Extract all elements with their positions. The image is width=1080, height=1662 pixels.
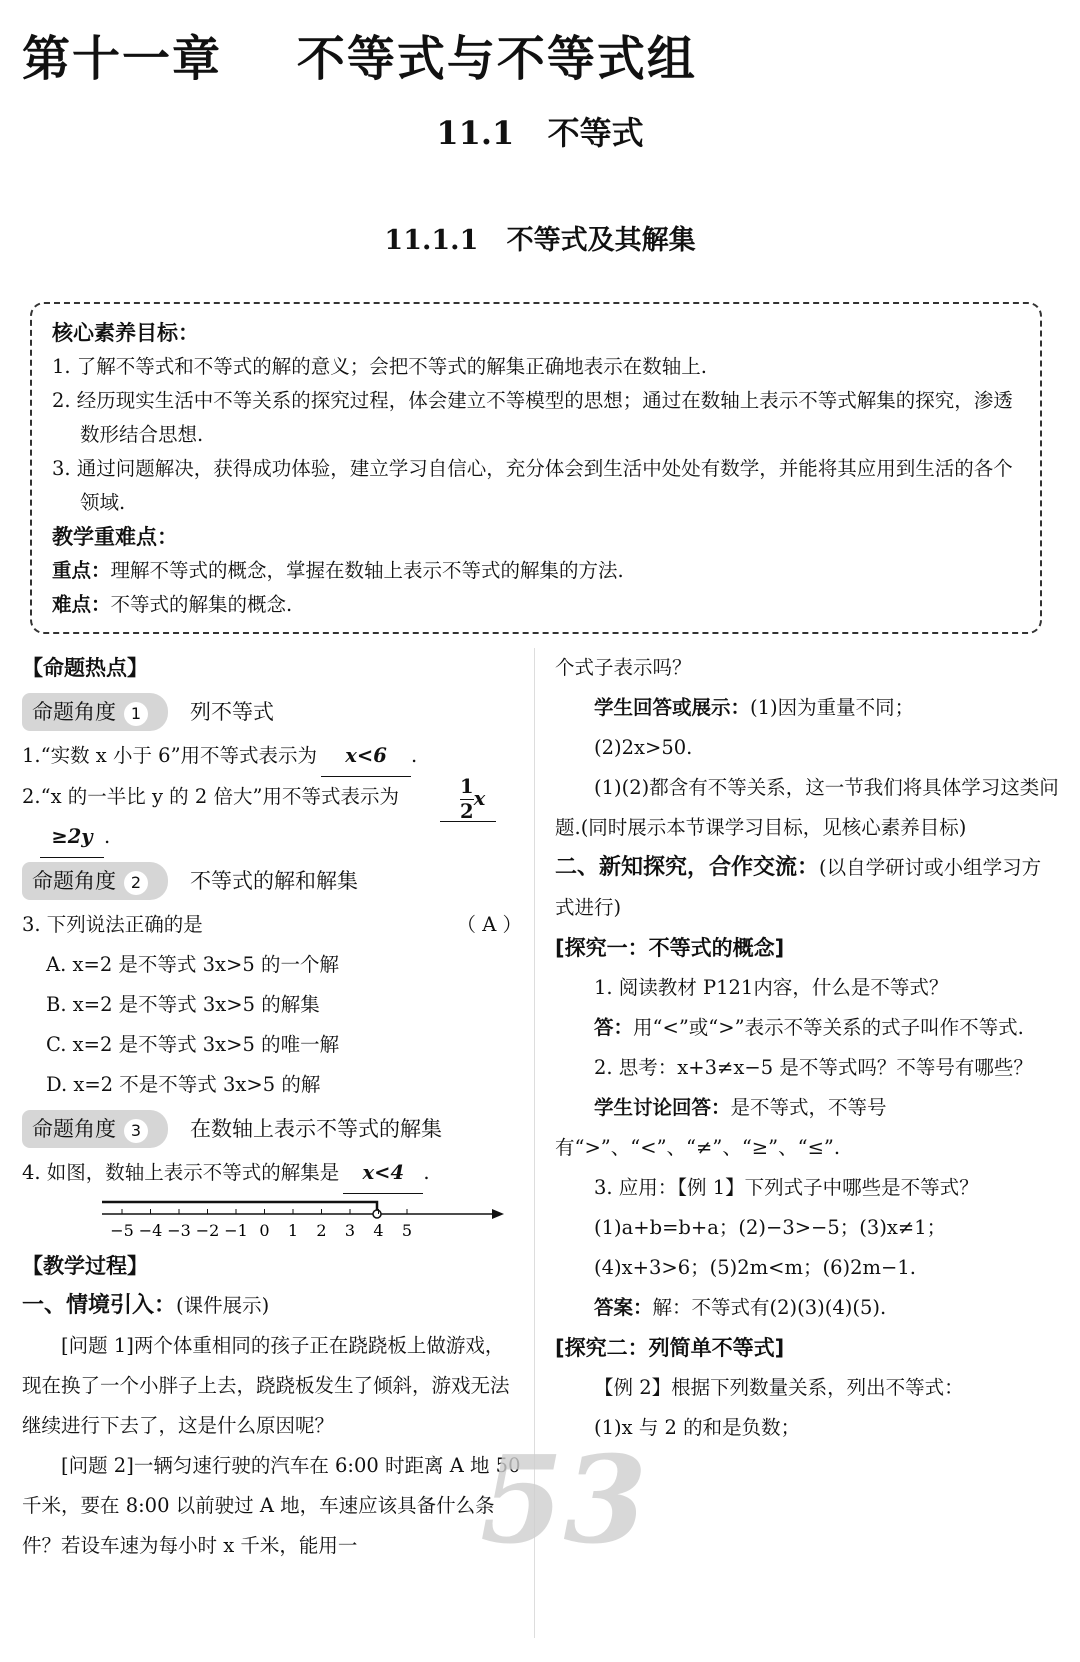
angle-tag: 命题角度 2 (22, 862, 168, 900)
fraction: $\frac{1}{2}$ (460, 775, 474, 823)
numberline-tick-label: −1 (224, 1221, 248, 1240)
answer-line-2: ≥2y . (40, 817, 110, 858)
angle-number: 1 (124, 702, 148, 726)
question-3-answer: （ A ） (456, 913, 522, 936)
option-b: B. x=2 是不等式 3x>5 的解集 (46, 993, 320, 1016)
angle-tag: 命题角度 1 (22, 693, 168, 731)
answer-blank: x<4 (343, 1153, 423, 1194)
transition-text: (1)(2)都含有不等关系，这一节我们将具体学习这类问题.(同时展示本节课学习目标，见核心素养目标) (555, 776, 1059, 839)
question-1: 1.“实数 x 小于 6”用不等式表示为 x<6 . (22, 736, 522, 777)
student-answer-2: (2)2x>50. (594, 736, 693, 759)
answer-blank: $\frac{1}{2}$ x (440, 775, 496, 822)
example-1-question: 3. 应用：【例 1】下列式子中哪些是不等式？ (594, 1176, 979, 1199)
option-a: A. x=2 是不等式 3x>5 的一个解 (46, 953, 339, 976)
numberline-tick-label: 4 (373, 1221, 384, 1240)
question-3: 3. 下列说法正确的是 （ A ） (22, 905, 522, 945)
question-2: 2.“x 的一半比 y 的 2 倍大”用不等式表示为 $\frac{1}{2}$ x ≥2y . (22, 777, 522, 857)
chapter-title: 第十一章 不等式与不等式组 (22, 31, 697, 87)
explore-1-title: [探究一：不等式的概念] (555, 936, 785, 960)
focus-label: 重点： (52, 559, 111, 582)
explore-2-question: 2. 思考：x+3≠x−5 是不等式吗？不等号有哪些？ (594, 1056, 1033, 1079)
numberline-tick-label: 0 (259, 1221, 270, 1240)
angle-3 (22, 1109, 522, 1149)
process-title: 【教学过程】 (22, 1254, 148, 1278)
angle-1 (22, 692, 522, 732)
angle-number: 2 (124, 871, 148, 895)
example-1-line-1: (1)a+b=b+a；(2)−3>−5；(3)x≠1； (594, 1216, 947, 1239)
focus-text: 理解不等式的概念，掌握在数轴上表示不等式的解集的方法. (110, 559, 624, 582)
angle-number: 3 (124, 1119, 148, 1143)
goal-item: 3. 通过问题解决，获得成功体验，建立学习自信心，充分体会到生活中处处有数学，并能将其应用到生活的各个领域. (52, 457, 1013, 514)
section-1-line (22, 1286, 522, 1326)
explore-1-answer: 答：用“<”或“>”表示不等关系的式子叫作不等式. (594, 1016, 1024, 1039)
example-2-question: 【例 2】根据下列数量关系，列出不等式： (594, 1376, 964, 1399)
angle-text: 列不等式 (190, 700, 274, 724)
goals-box (30, 302, 1042, 634)
numberline-tick-label: 5 (401, 1221, 413, 1240)
explore-1-question: 1. 阅读教材 P121内容，什么是不等式？ (594, 976, 949, 999)
option-c: C. x=2 是不等式 3x>5 的唯一解 (46, 1033, 340, 1056)
option-d: D. x=2 不是不等式 3x>5 的解 (46, 1073, 321, 1096)
difficulty-text: 不等式的解集的概念. (110, 593, 293, 616)
problem-1: [问题 1]两个体重相同的孩子正在跷跷板上做游戏，现在换了一个小胖子上去，跷跷板发生了倾斜，游戏无法继续进行下去了，这是什么原因呢？ (22, 1334, 510, 1437)
student-answer: 学生回答或展示：(1)因为重量不同； (594, 696, 915, 719)
explore-2-answer: 学生讨论回答：是不等式，不等号有“>”、“<”、“≠”、“≥”、“≤”. (555, 1096, 887, 1159)
number-line (92, 1194, 532, 1246)
left-column (22, 648, 522, 1566)
numberline-tick-label: −3 (167, 1221, 191, 1240)
angle-tag: 命题角度 3 (22, 1110, 168, 1148)
section-title: 11.1 不等式 (436, 114, 644, 152)
page-number: 53 (480, 1430, 647, 1571)
goal-item: 1. 了解不等式和不等式的解的意义；会把不等式的解集正确地表示在数轴上. (52, 355, 708, 378)
numberline-tick-label: −5 (110, 1221, 134, 1240)
example-1-answer: 答案：解：不等式有(2)(3)(4)(5). (594, 1296, 887, 1319)
right-column (555, 648, 1060, 1448)
key-title: 教学重难点： (52, 525, 178, 549)
difficulty-label: 难点： (52, 593, 111, 616)
numberline-tick-label: −2 (195, 1221, 220, 1240)
angle-text: 不等式的解和解集 (190, 869, 358, 893)
difficulty-line (52, 588, 1022, 622)
goals-title: 核心素养目标： (52, 321, 199, 345)
explore-2-title: [探究二：列简单不等式] (555, 1336, 785, 1360)
example-2-item-1: (1)x 与 2 的和是负数； (594, 1416, 801, 1439)
angle-2 (22, 861, 522, 901)
numberline-tick-label: 2 (316, 1221, 327, 1240)
answer-blank: x<6 (321, 736, 411, 777)
problem-2: [问题 2]一辆匀速行驶的汽车在 6:00 时距离 A 地 50 千米，要在 8:00 以前驶过 A 地，车速应该具备什么条件？若设车速为每小时 x 千米，能用一 (22, 1454, 521, 1557)
section-2-note: (以自学研讨或小组学习方式进行) (555, 856, 1042, 919)
angle-text: 在数轴上表示不等式的解集 (190, 1117, 442, 1141)
numberline-tick-label: −4 (138, 1221, 163, 1240)
section-1-note: (课件展示) (176, 1294, 270, 1317)
goal-item: 2. 经历现实生活中不等关系的探究过程，体会建立不等模型的思想；通过在数轴上表示不等式解集的探究，渗透数形结合思想. (52, 389, 1013, 446)
hot-title: 【命题热点】 (22, 656, 148, 680)
subsection-title: 11.1.1 不等式及其解集 (384, 225, 696, 256)
section-1-title: 一、情境引入： (22, 1293, 177, 1318)
section-2-title: 二、新知探究，合作交流： (555, 855, 820, 880)
example-1-line-2: (4)x+3>6；(5)2m<m；(6)2m−1. (594, 1256, 916, 1279)
focus-line (52, 554, 1022, 588)
question-4: 4. 如图，数轴上表示不等式的解集是 x<4 . (22, 1153, 522, 1194)
numberline-tick-label: 3 (344, 1221, 356, 1240)
numberline-tick-label: 1 (287, 1221, 299, 1240)
section-2-line (555, 848, 1060, 928)
continuation-text: 个式子表示吗？ (555, 656, 692, 679)
